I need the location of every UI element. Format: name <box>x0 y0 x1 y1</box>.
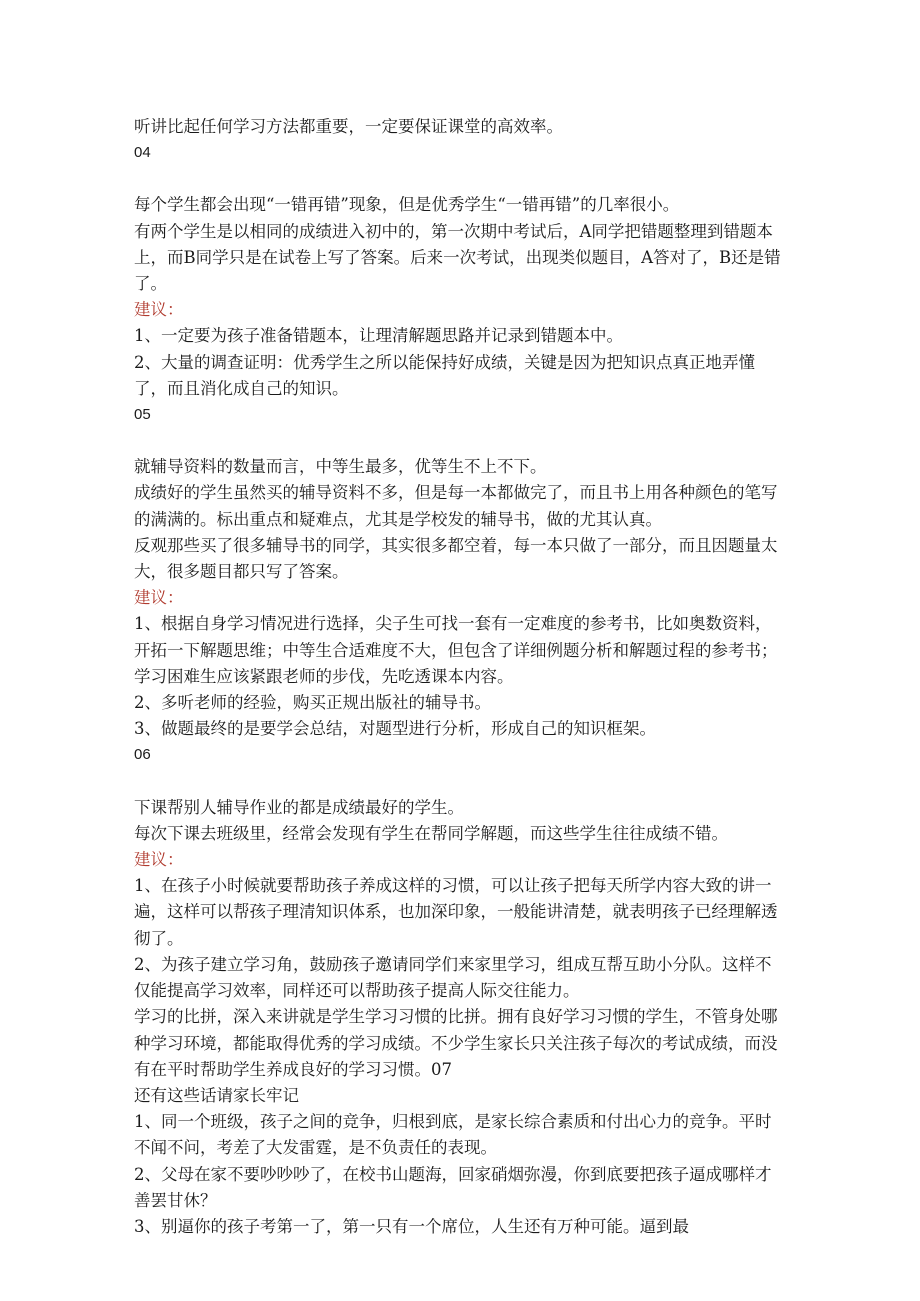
paragraph: 还有这些话请家长牢记 <box>134 1085 299 1105</box>
advice-heading: 建议： <box>134 850 184 870</box>
paragraph: 3、做题最终的是要学会总结，对题型进行分析，形成自己的知识框架。 <box>134 719 656 739</box>
paragraph: 3、别逼你的孩子考第一了，第一只有一个席位，人生还有万种可能。逼到最 <box>134 1216 689 1236</box>
blank-line <box>134 769 784 795</box>
paragraph: 1、根据自身学习情况进行选择，尖子生可找一套有一定难度的参考书，比如奥数资料，开拓一下解题思维；中等生合适难度不大，但包含了详细例题分析和解题过程的参考书；学习困难生应该紧跟老师的步伐，先吃透课本内容。 <box>134 614 778 686</box>
paragraph: 2、多听老师的经验，购买正规出版社的辅导书。 <box>134 693 491 713</box>
section-number: 06 <box>134 746 151 764</box>
section-number: 05 <box>134 406 151 424</box>
paragraph: 每个学生都会出现“一错再错”现象，但是优秀学生“一错再错”的几率很小。 <box>134 195 680 215</box>
paragraph: 1、在孩子小时候就要帮助孩子养成这样的习惯，可以让孩子把每天所学内容大致的讲一遍，这样可以帮孩子理清知识体系，也加深印象，一般能讲清楚，就表明孩子已经理解透彻了。 <box>134 876 778 948</box>
paragraph: 成绩好的学生虽然买的辅导资料不多，但是每一本都做完了，而且书上用各种颜色的笔写的满满的。标出重点和疑难点，尤其是学校发的辅导书，做的尤其认真。 <box>134 483 778 529</box>
paragraph: 2、父母在家不要吵吵吵了，在校书山题海，回家硝烟弥漫，你到底要把孩子逼成哪样才善罢甘休？ <box>134 1164 772 1210</box>
paragraph: 学习的比拼，深入来讲就是学生学习习惯的比拼。拥有良好学习习惯的学生，不管身处哪种学习环境，都能取得优秀的学习成绩。不少学生家长只关注孩子每次的考试成绩，而没有在平时帮助学生养成良好的学习习惯。07 <box>134 1007 778 1079</box>
paragraph: 听讲比起任何学习方法都重要，一定要保证课堂的高效率。 <box>134 117 563 136</box>
paragraph: 反观那些买了很多辅导书的同学，其实很多都空着，每一本只做了一部分，而且因题量太大，很多题目都只写了答案。 <box>134 535 778 582</box>
paragraph: 有两个学生是以相同的成绩进入初中的，第一次期中考试后，A同学把错题整理到错题本上，而B同学只是在试卷上写了答案。后来一次考试，出现类似题目，A答对了，B还是错了。 <box>134 221 781 294</box>
paragraph: 1、同一个班级，孩子之间的竞争，归根到底，是家长综合素质和付出心力的竞争。平时不闻不问，考差了大发雷霆，是不负责任的表现。 <box>134 1112 772 1158</box>
document-body <box>134 114 784 1240</box>
paragraph: 2、大量的调查证明：优秀学生之所以能保持好成绩，关键是因为把知识点真正地弄懂了，而且消化成自己的知识。 <box>134 352 755 398</box>
section-number: 04 <box>134 144 151 162</box>
advice-heading: 建议： <box>134 300 184 320</box>
advice-heading: 建议： <box>134 588 184 608</box>
paragraph: 1、一定要为孩子准备错题本，让理清解题思路并记录到错题本中。 <box>134 326 623 346</box>
blank-line <box>134 428 784 454</box>
paragraph: 下课帮别人辅导作业的都是成绩最好的学生。 <box>134 797 464 817</box>
paragraph: 就辅导资料的数量而言，中等生最多，优等生不上不下。 <box>134 457 547 477</box>
paragraph: 2、为孩子建立学习角，鼓励孩子邀请同学们来家里学习，组成互帮互助小分队。这样不仅能提高学习效率，同样还可以帮助孩子提高人际交往能力。 <box>134 954 772 1001</box>
paragraph: 每次下课去班级里，经常会发现有学生在帮同学解题，而这些学生往往成绩不错。 <box>134 823 728 843</box>
blank-line <box>134 166 784 192</box>
